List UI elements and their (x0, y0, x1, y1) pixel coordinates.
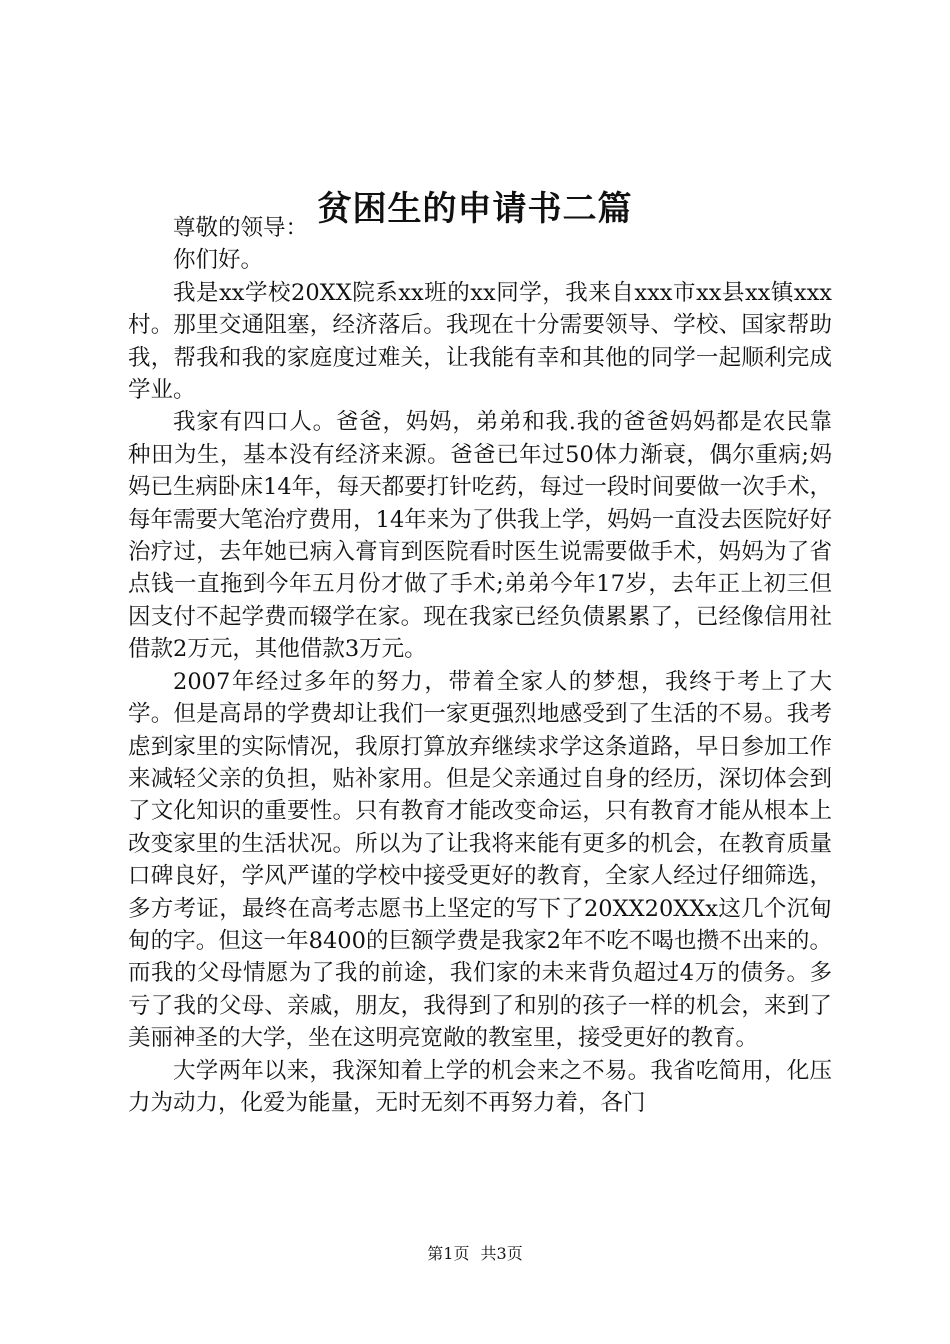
body-paragraph: 大学两年以来，我深知着上学的机会来之不易。我省吃简用，化压力为动力，化爱为能量，无时无刻不再努力着，各门 (128, 1057, 832, 1116)
salutation: 尊敬的领导： (173, 215, 309, 241)
document-body (128, 212, 832, 1119)
page-number: 第1页 (427, 1244, 470, 1263)
page-footer (0, 1242, 950, 1266)
document-title: 贫困生的申请书二篇 (317, 189, 633, 229)
page-total: 共3页 (480, 1244, 523, 1263)
body-paragraph: 我是xx学校20XX院系xx班的xx同学，我来自xxx市xx县xx镇xxx村。那里交通阻塞，经济落后。我现在十分需要领导、学校、国家帮助我，帮我和我的家庭度过难关，让我能有幸和其他的同学一起顺利完成学业。 (128, 279, 832, 404)
body-paragraph: 我家有四口人。爸爸，妈妈，弟弟和我.我的爸爸妈妈都是农民靠种田为生，基本没有经济来源。爸爸已年过50体力渐衰，偶尔重病;妈妈已生病卧床14年，每天都要打针吃药，每过一段时间要做一次手术，每年需要大笔治疗费用，14年来为了供我上学，妈妈一直没去医院好好治疗过，去年她已病入膏肓到医院看时医生说需要做手术，妈妈为了省点钱一直拖到今年五月份才做了手术;弟弟今年17岁，去年正上初三但因支付不起学费而辍学在家。现在我家已经负债累累了，已经像信用社借款2万元，其他借款3万元。 (128, 409, 832, 663)
body-paragraph: 2007年经过多年的努力，带着全家人的梦想，我终于考上了大学。但是高昂的学费却让我们一家更强烈地感受到了生活的不易。我考虑到家里的实际情况，我原打算放弃继续求学这条道路，早日参加工作来减轻父亲的负担，贴补家用。但是父亲通过自身的经历，深切体会到了文化知识的重要性。只有教育才能改变命运，只有教育才能从根本上改变家里的生活状况。所以为了让我将来能有更多的机会，在教育质量口碑良好，学风严谨的学校中接受更好的教育，全家人经过仔细筛选，多方考证，最终在高考志愿书上坚定的写下了20XX20XXx这几个沉甸甸的字。但这一年8400的巨额学费是我家2年不吃不喝也攒不出来的。而我的父母情愿为了我的前途，我们家的未来背负超过4万的债务。多亏了我的父母、亲戚，朋友，我得到了和别的孩子一样的机会，来到了美丽神圣的大学，坐在这明亮宽敞的教室里，接受更好的教育。 (128, 668, 832, 1052)
greeting: 你们好。 (173, 247, 264, 274)
